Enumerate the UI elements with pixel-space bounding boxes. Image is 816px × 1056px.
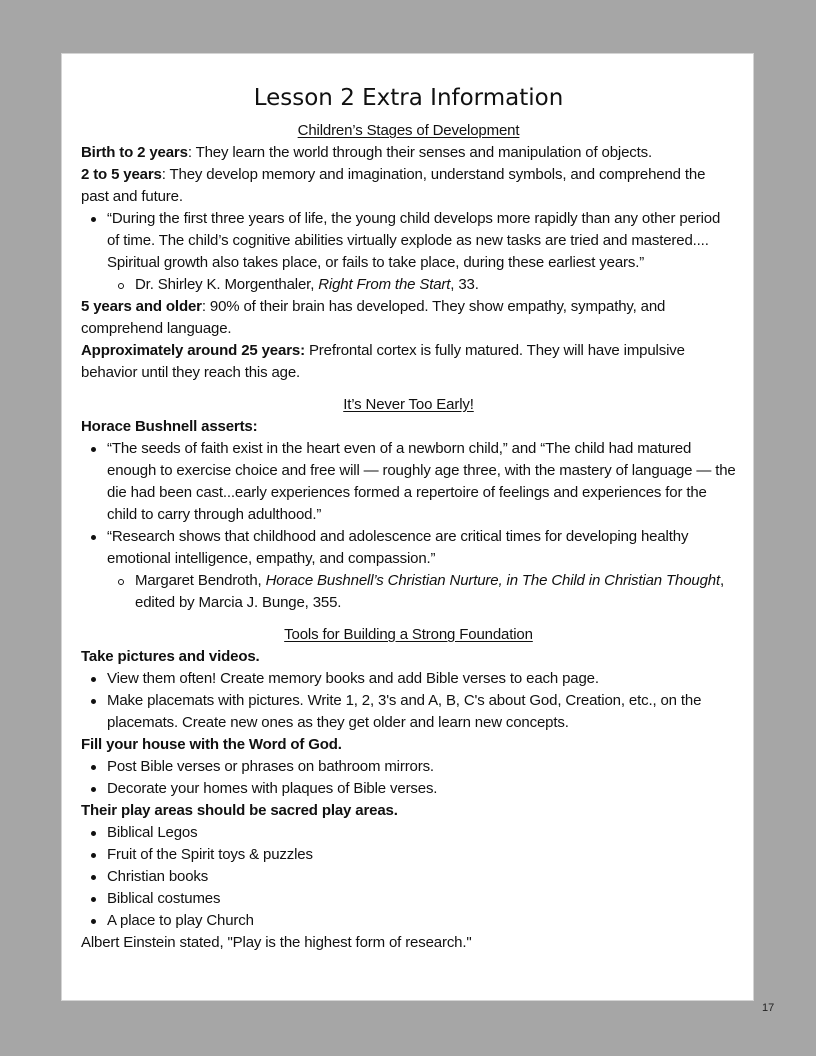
citation-work: Horace Bushnell’s Christian Nurture, in The Child in Christian Thought: [265, 572, 721, 589]
stage-label: Birth to 2 years: [81, 144, 188, 161]
tools-group-lead: Their play areas should be sacred play areas.: [81, 802, 398, 819]
section-heading-tools: Tools for Building a Strong Foundation: [284, 626, 533, 643]
page-number: 17: [762, 1002, 775, 1014]
list-item: Christian books: [81, 866, 736, 888]
stage-text: Prefrontal cortex is fully matured. They will have impulsive behavior until they reach this age.: [81, 342, 685, 381]
citation-rest: , edited by Marcia J. Bunge, 355.: [135, 572, 725, 611]
quote-item: “Research shows that childhood and adolescence are critical times for developing healthy emotional intelligence, empathy, and compassion.”: [81, 526, 736, 570]
stage-text: : They learn the world through their senses and manipulation of objects.: [187, 144, 653, 161]
list-item: Decorate your homes with plaques of Bible verses.: [81, 778, 736, 800]
tools-group-lead: Take pictures and videos.: [81, 648, 260, 665]
quote-item: “During the first three years of life, the young child develops more rapidly than any other period of time. The child’s cognitive abilities virtually explode as new tasks are tried and mastered.... Spiritual growth also takes place, or fails to take place, during these earliest years.”: [81, 208, 736, 274]
list-item: Fruit of the Spirit toys & puzzles: [81, 844, 736, 866]
citation-work: Right From the Start: [318, 276, 451, 293]
citation-item: [81, 570, 736, 614]
tools-group-list: [81, 822, 736, 932]
list-item: A place to play Church: [81, 910, 736, 932]
tools-group-lead: Fill your house with the Word of God.: [81, 736, 342, 753]
stage-label: 5 years and older: [81, 298, 202, 315]
list-item: Post Bible verses or phrases on bathroom mirrors.: [81, 756, 736, 778]
section-heading-early: It’s Never Too Early!: [343, 396, 474, 413]
list-item: View them often! Create memory books and add Bible verses to each page.: [81, 668, 736, 690]
page-title: Lesson 2 Extra Information: [253, 85, 564, 111]
citation-item: [81, 274, 736, 296]
bushnell-quote-list: [81, 438, 736, 614]
document-page: [61, 53, 754, 1001]
list-item: Make placemats with pictures. Write 1, 2, 3's and A, B, C's about God, Creation, etc., on the placemats. Create new ones as they get older and learn new concepts.: [81, 690, 736, 734]
citation-author: Dr. Shirley K. Morgenthaler,: [135, 276, 319, 293]
quote-list: [81, 208, 736, 296]
citation-author: Margaret Bendroth,: [135, 572, 266, 589]
closing-quote: Albert Einstein stated, "Play is the highest form of research.": [81, 934, 472, 951]
page-content: [81, 80, 736, 954]
stage-two-to-five: [81, 164, 736, 208]
tools-group-list: [81, 668, 736, 734]
stage-label: 2 to 5 years: [81, 166, 162, 183]
stage-text: : 90% of their brain has developed. They show empathy, sympathy, and comprehend language.: [81, 298, 666, 337]
stage-twenty-five: [81, 340, 736, 384]
list-item: Biblical Legos: [81, 822, 736, 844]
stage-five-older: [81, 296, 736, 340]
early-lead: Horace Bushnell asserts:: [81, 418, 258, 435]
quote-item: “The seeds of faith exist in the heart even of a newborn child,” and “The child had matured enough to exercise choice and free will — roughly age three, with the mastery of language — the die had been cast...early experiences formed a repertoire of feelings and experiences for the child to carry through adulthood.”: [81, 438, 736, 526]
stage-text: : They develop memory and imagination, understand symbols, and comprehend the past and future.: [81, 166, 706, 205]
stage-birth: [81, 142, 736, 164]
stage-label: Approximately around 25 years:: [81, 342, 305, 359]
tools-group-list: [81, 756, 736, 800]
list-item: Biblical costumes: [81, 888, 736, 910]
citation-page: , 33.: [450, 276, 479, 293]
section-heading-stages: Children’s Stages of Development: [297, 122, 520, 139]
